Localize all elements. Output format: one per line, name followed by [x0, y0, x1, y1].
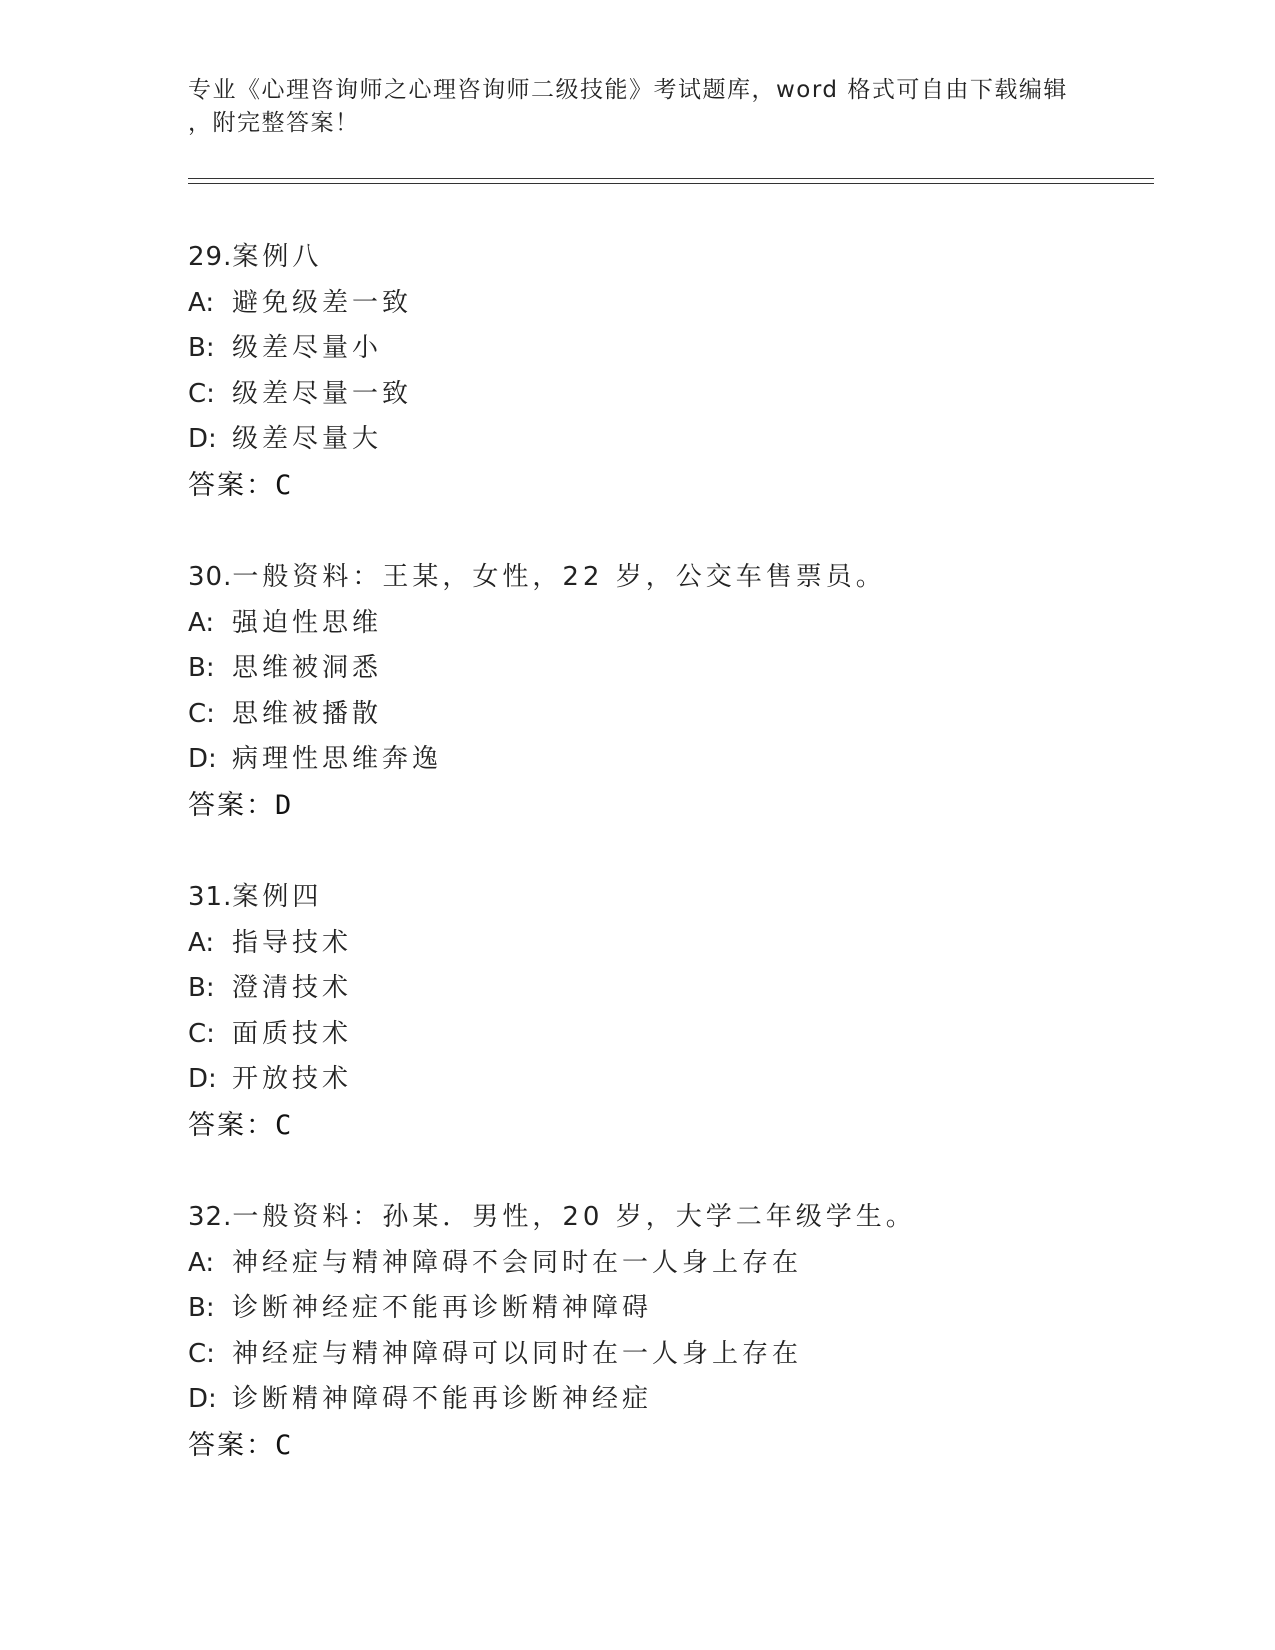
- option-text: 神经症与精神障碍不会同时在一人身上存在: [232, 1247, 803, 1278]
- option-letter: B:: [188, 973, 215, 1003]
- option-a: [188, 601, 1128, 647]
- question-number: 31.: [188, 882, 233, 912]
- header-divider-bottom: [188, 183, 1154, 184]
- question-text: 案例八: [232, 242, 323, 272]
- option-letter: D:: [188, 1384, 217, 1414]
- option-letter: C:: [188, 378, 215, 409]
- option-letter: D:: [188, 424, 217, 454]
- option-letter: C:: [188, 1338, 215, 1369]
- option-d: [188, 1057, 1128, 1103]
- option-text: 思维被洞悉: [232, 653, 383, 683]
- option-a: [188, 1241, 1128, 1287]
- option-letter: A:: [188, 1247, 215, 1278]
- option-text: 澄清技术: [232, 973, 353, 1003]
- question-29: [188, 235, 1128, 555]
- answer-line: [188, 463, 1128, 509]
- option-text: 避免级差一致: [232, 287, 413, 318]
- option-text: 级差尽量小: [232, 333, 383, 363]
- header-divider-top: [188, 178, 1154, 179]
- option-b: [188, 326, 1128, 372]
- option-text: 级差尽量大: [232, 424, 383, 454]
- answer-value: C: [275, 1109, 292, 1141]
- answer-value: C: [275, 1429, 292, 1461]
- option-text: 指导技术: [232, 927, 353, 958]
- answer-line: [188, 783, 1128, 829]
- option-text: 开放技术: [232, 1064, 353, 1094]
- option-text: 诊断神经症不能再诊断精神障碍: [232, 1293, 653, 1323]
- question-text: 案例四: [232, 882, 323, 912]
- option-letter: C:: [188, 698, 215, 729]
- answer-value: C: [275, 469, 292, 501]
- option-a: [188, 281, 1128, 327]
- option-c: [188, 692, 1128, 738]
- question-stem: [188, 1195, 1128, 1241]
- answer-value: D: [275, 789, 292, 821]
- header-line-1: 专业《心理咨询师之心理咨询师二级技能》考试题库，word 格式可自由下载编辑: [188, 77, 1068, 103]
- option-c: [188, 1332, 1128, 1378]
- option-text: 病理性思维奔逸: [232, 744, 443, 774]
- question-stem: [188, 235, 1128, 281]
- option-d: [188, 1377, 1128, 1423]
- option-c: [188, 372, 1128, 418]
- answer-line: [188, 1103, 1128, 1149]
- question-text: 一般资料：孙某．男性，20 岁，大学二年级学生。: [232, 1202, 916, 1232]
- question-number: 29.: [188, 242, 233, 272]
- option-letter: B:: [188, 1293, 215, 1323]
- option-text: 强迫性思维: [232, 607, 383, 638]
- option-letter: D:: [188, 1064, 217, 1094]
- question-list: [188, 235, 1128, 1515]
- question-stem: [188, 875, 1128, 921]
- option-letter: B:: [188, 333, 215, 363]
- option-b: [188, 1286, 1128, 1332]
- question-stem: [188, 555, 1128, 601]
- document-header: [188, 74, 1088, 140]
- option-text: 级差尽量一致: [232, 378, 413, 409]
- question-number: 32.: [188, 1202, 233, 1232]
- option-text: 面质技术: [232, 1018, 353, 1049]
- question-32: [188, 1195, 1128, 1515]
- option-letter: A:: [188, 287, 215, 318]
- option-text: 神经症与精神障碍可以同时在一人身上存在: [232, 1338, 803, 1369]
- option-b: [188, 646, 1128, 692]
- option-letter: B:: [188, 653, 215, 683]
- answer-label: 答案：: [188, 789, 275, 821]
- option-letter: D:: [188, 744, 217, 774]
- option-c: [188, 1012, 1128, 1058]
- question-30: [188, 555, 1128, 875]
- option-text: 思维被播散: [232, 698, 383, 729]
- question-number: 30.: [188, 562, 233, 592]
- option-letter: A:: [188, 607, 215, 638]
- option-text: 诊断精神障碍不能再诊断神经症: [232, 1384, 653, 1414]
- question-text: 一般资料：王某，女性，22 岁，公交车售票员。: [232, 562, 886, 592]
- option-b: [188, 966, 1128, 1012]
- option-d: [188, 417, 1128, 463]
- answer-label: 答案：: [188, 1429, 275, 1461]
- option-a: [188, 921, 1128, 967]
- answer-line: [188, 1423, 1128, 1469]
- answer-label: 答案：: [188, 1109, 275, 1141]
- answer-label: 答案：: [188, 469, 275, 501]
- question-31: [188, 875, 1128, 1195]
- option-d: [188, 737, 1128, 783]
- header-line-2: ，附完整答案！: [188, 110, 360, 136]
- option-letter: A:: [188, 927, 215, 958]
- option-letter: C:: [188, 1018, 215, 1049]
